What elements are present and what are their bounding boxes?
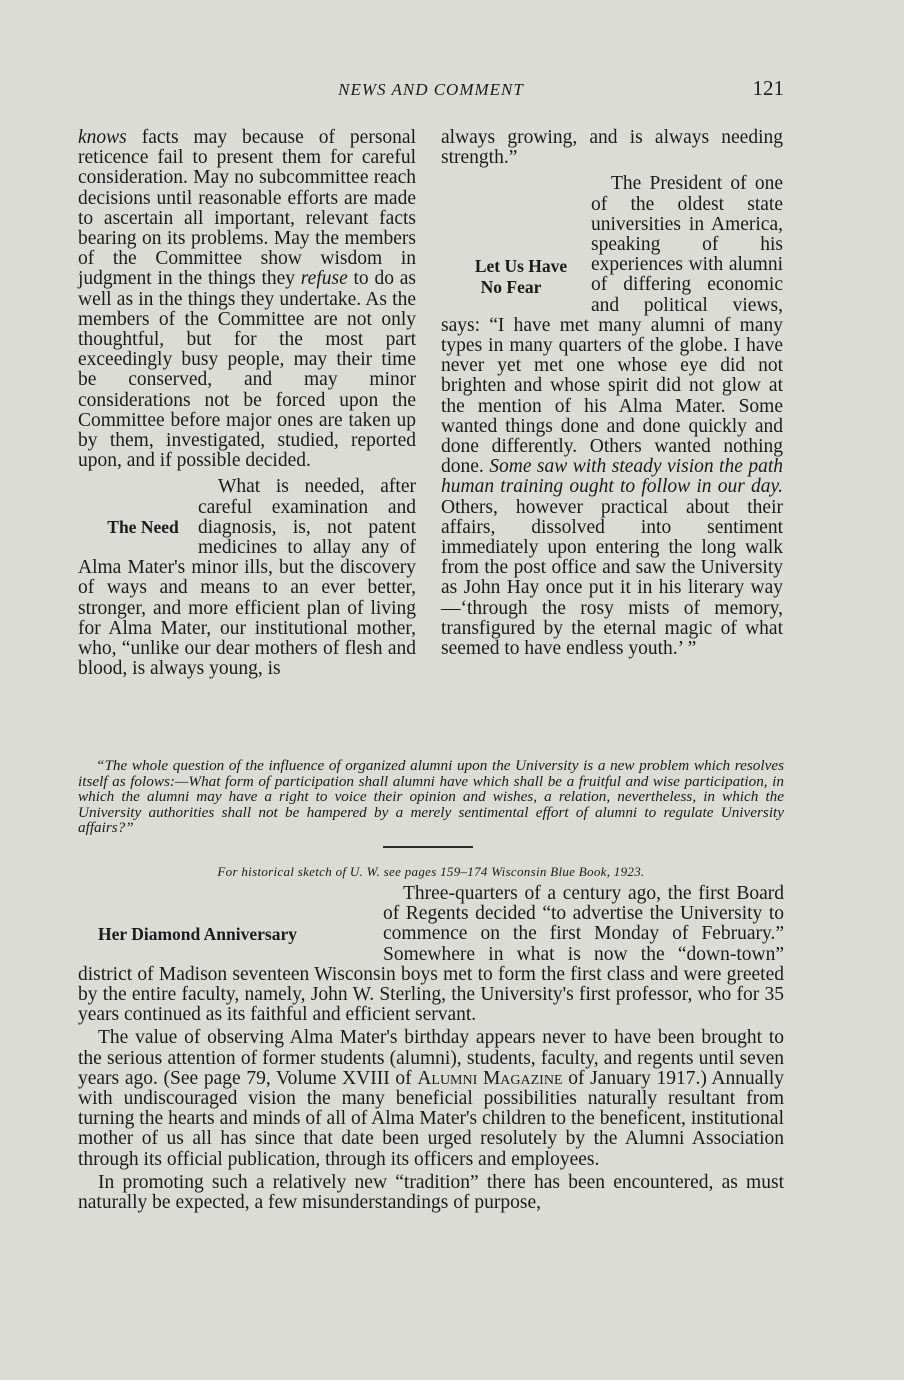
page-header xyxy=(78,76,784,106)
left-paragraph-2 xyxy=(78,477,416,679)
side-head-diamond-anniversary: Her Diamond Anniversary xyxy=(98,924,297,944)
quote-text: “The whole question of the influence of organized alumni upon the University is a new problem which resolves itself as folows:—What form of participation shall alumni have which shall be a fruitful and wise participation, in which the alumni may have a right to voice their opinion and wishes, a relation, nevertheless, in which the University authorities shall not be hampered by a merely sentimental effort of alumni to regulate University affairs?” xyxy=(78,757,784,837)
left-p1-text-a: facts may because of personal reticence fail to present them for careful consideration. May no subcommittee reach decisions until reasonable efforts are made to ascertain all important, relevant facts bearing on its problems. May the members of the Committee show wisdom in judgment in the things they xyxy=(78,127,416,290)
side-head-line-1: Let Us Have xyxy=(474,256,568,277)
magazine-title: Alumni Magazine xyxy=(417,1067,563,1089)
right-paragraph-1 xyxy=(441,128,783,168)
section-divider xyxy=(383,846,473,848)
running-head: NEWS AND COMMENT xyxy=(338,80,524,99)
right-column xyxy=(441,128,783,659)
side-head-the-need: The Need xyxy=(107,517,179,538)
left-column xyxy=(78,128,416,679)
anniversary-p3-text: In promoting such a relatively new “tradition” there has been encountered, as must naturally be expected, a few misunderstandings of purpose, xyxy=(78,1171,784,1214)
right-p1-text: always growing, and is always needing strength.” xyxy=(441,127,783,169)
anniversary-paragraph-2 xyxy=(78,1028,784,1169)
anniversary-paragraph-3 xyxy=(78,1173,784,1213)
side-head-line-2: No Fear xyxy=(480,276,542,297)
side-head-let-us-have-no-fear xyxy=(441,256,581,296)
anniversary-paragraph-1 xyxy=(78,884,784,1025)
left-p2-text: What is needed, after careful examination and diagnosis, is, not patent medicines to allay any of Alma Mater's minor ills, but the discovery of ways and means to an ever better, stronger, and more efficient plan of living for Alma Mater, our institutional mother, who, “unlike our dear mothers of flesh and blood, is always young, is xyxy=(78,476,416,680)
anniversary-p2-text-a: The value of observing Alma Mater's birthday appears never to have been brought to the serious attention of former students (alumni), students, faculty, and regents until seven years ago. (See page 79, Volume XVIII of xyxy=(78,1027,784,1089)
left-p1-emphasis: knows xyxy=(78,127,127,148)
anniversary-p2-text-b: of January 1917.) Annually with undiscouraged vision the many beneficial possibilities naturally resultant from turning the hearts and minds of all of Alma Mater's children to the beneficent, institutional mother of us all has since that date been urged resolutely by the Alumni Association through its official publication, through its officers and employees. xyxy=(78,1067,784,1170)
left-p1-text-b: to do as well as in the things they undertake. As the members of the Committee are not only thoughtful, but for the most part exceedingly busy people, may their time be conserved, and may minor considerations not be forced upon the Committee before major ones are taken up by them, investigated, studied, reported upon, and if possible decided. xyxy=(78,268,416,472)
anniversary-p1-text: Three-quarters of a century ago, the first Board of Regents decided “to advertise the University to commence on the first Monday of February.” Somewhere in what is now the “down-town” district of Madison seventeen Wisconsin boys met to form the first class and were greeted by the entire faculty, namely, John W. Sterling, the University's first professor, who for 35 years continued as its faithful and efficient servant. xyxy=(78,883,784,1026)
left-paragraph-1 xyxy=(78,128,416,471)
source-note: For historical sketch of U. W. see pages 159–174 Wisconsin Blue Book, 1923. xyxy=(217,864,645,879)
page-number: 121 xyxy=(752,76,784,100)
right-p2-text-b: Others, however practical about their affairs, dissolved into sentiment immediately upon entering the long walk from the post office and saw the University as John Hay once put it in his literary way—‘through the rosy mists of memory, transfigured by the eternal magic of what seemed to have endless youth.’ ” xyxy=(441,496,783,660)
anniversary-section xyxy=(78,884,784,1213)
left-p1-emphasis-2: refuse xyxy=(300,268,348,290)
right-paragraph-2 xyxy=(441,174,783,659)
right-p2-text-a: The President of one of the oldest state universities in America, speaking of his experiences with alumni of differing economic and political views, says: “I have met many alumni of many types in many quarters of the globe. I have never yet met one whose eye did not brighten and whose spirit did not glow at the mention of his Alma Mater. Some wanted things done and done quickly and done differently. Others wanted nothing done. xyxy=(441,173,783,478)
right-p2-emphasis: Some saw with steady vision the path human training ought to follow in our day. xyxy=(441,456,783,498)
italic-quote xyxy=(78,758,784,836)
